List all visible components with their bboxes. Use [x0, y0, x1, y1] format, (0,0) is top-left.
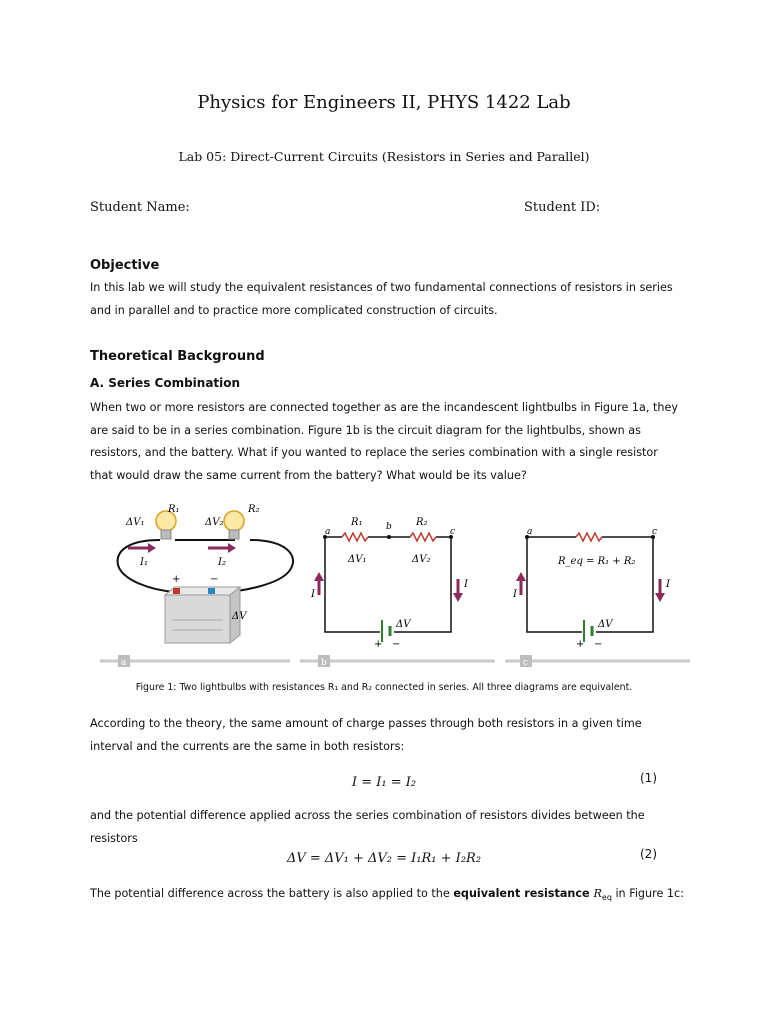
current-arrow-c-left — [516, 572, 526, 595]
series-subheading: A. Series Combination — [90, 376, 241, 390]
equivalent-resistance-text — [90, 887, 690, 902]
equation-1: I = I₁ = I₂ — [351, 775, 417, 790]
node-a-b: a — [325, 527, 331, 537]
label-req: R_eq = R₁ + R₂ — [558, 556, 636, 567]
label-i-c-left: I — [513, 589, 517, 600]
label-dv1-b: ΔV₁ — [348, 554, 367, 565]
background-text: When two or more resistors are connected together as are the incandescent lightbulbs in Figure 1a, they are said to be in a series combination. Figure 1b is the circuit diagram for the lightbulbs, shown as resistors, and the battery. What if you wanted to replace the series combination with a single resistor that would draw the same current from the battery? What would be its value? — [90, 401, 678, 482]
label-i1: I₁ — [140, 557, 148, 568]
bulb-2-icon — [224, 511, 244, 539]
node-c-c: c — [652, 527, 658, 537]
label-r2: R₂ — [248, 504, 260, 515]
panel-tag-a: a — [121, 658, 127, 668]
figure-1 — [100, 495, 690, 670]
node-a-c: a — [527, 527, 533, 537]
label-minus-c: − — [594, 639, 603, 650]
label-minus: − — [210, 574, 219, 585]
figure-panel-b — [300, 517, 495, 668]
label-minus-b: − — [392, 639, 401, 650]
equivalent-text-after: in Figure 1c: — [611, 887, 684, 900]
label-r1-b: R₁ — [351, 517, 363, 528]
theory-text: According to the theory, the same amount of charge passes through both resistors in a given time interval and the currents are the same in both resistors: — [90, 717, 642, 753]
background-heading: Theoretical Background — [90, 349, 265, 364]
label-r2-b: R₂ — [416, 517, 428, 528]
label-i2: I₂ — [218, 557, 226, 568]
lab-subtitle: Lab 05: Direct-Current Circuits (Resistors in Series and Parallel) — [178, 149, 590, 164]
label-dv1: ΔV₁ — [126, 517, 145, 528]
req-subscript: eq — [601, 893, 612, 903]
panel-tag-c: c — [523, 658, 529, 668]
label-i-b-right: I — [464, 579, 468, 590]
node-c-b: c — [450, 527, 456, 537]
student-name-label: Student Name: — [90, 200, 190, 215]
objective-heading: Objective — [90, 258, 160, 273]
equation-1-number: (1) — [640, 771, 657, 785]
label-dv-b: ΔV — [396, 619, 411, 630]
battery-icon — [165, 587, 240, 643]
objective-text: In this lab we will study the equivalent resistances of two fundamental connections of resistors in series and in parallel and to practice more complicated construction of circuits. — [90, 281, 673, 317]
req-symbol: R — [593, 887, 602, 900]
page-title: Physics for Engineers II, PHYS 1422 Lab — [197, 92, 571, 113]
bulb-1-icon — [156, 511, 176, 539]
current-arrow-c-right — [655, 579, 665, 602]
label-dv: ΔV — [232, 611, 247, 622]
circuit-b-loop — [325, 537, 451, 632]
panel-tag-b: b — [321, 658, 327, 668]
student-id-label: Student ID: — [524, 200, 601, 215]
label-dv2: ΔV₂ — [205, 517, 224, 528]
current-arrow-b-left — [314, 572, 324, 595]
figure-caption: Figure 1: Two lightbulbs with resistances R₁ and R₂ connected in series. All three diagrams are equivalent. — [135, 682, 633, 693]
equation-2: ΔV = ΔV₁ + ΔV₂ = I₁R₁ + I₂R₂ — [286, 851, 482, 866]
figure-panel-c — [505, 527, 690, 668]
equivalent-text-bold: equivalent resistance — [453, 887, 594, 900]
label-dv-c: ΔV — [598, 619, 613, 630]
current-arrow-b-right — [453, 579, 463, 602]
circuit-c-loop — [527, 537, 653, 632]
equation-2-number: (2) — [640, 847, 657, 861]
equivalent-text-before: The potential difference across the battery is also applied to the — [90, 887, 454, 900]
label-i-c-right: I — [666, 579, 670, 590]
figure-panel-a — [100, 504, 293, 668]
label-plus: + — [172, 574, 181, 585]
mid-text: and the potential difference applied across the series combination of resistors divides between the resistors — [90, 809, 645, 845]
label-r1: R₁ — [168, 504, 180, 515]
node-b: b — [386, 522, 392, 532]
label-plus-b: + — [374, 639, 383, 650]
current-arrow-2 — [208, 543, 236, 553]
label-plus-c: + — [576, 639, 585, 650]
label-i-b-left: I — [311, 589, 315, 600]
label-dv2-b: ΔV₂ — [412, 554, 431, 565]
